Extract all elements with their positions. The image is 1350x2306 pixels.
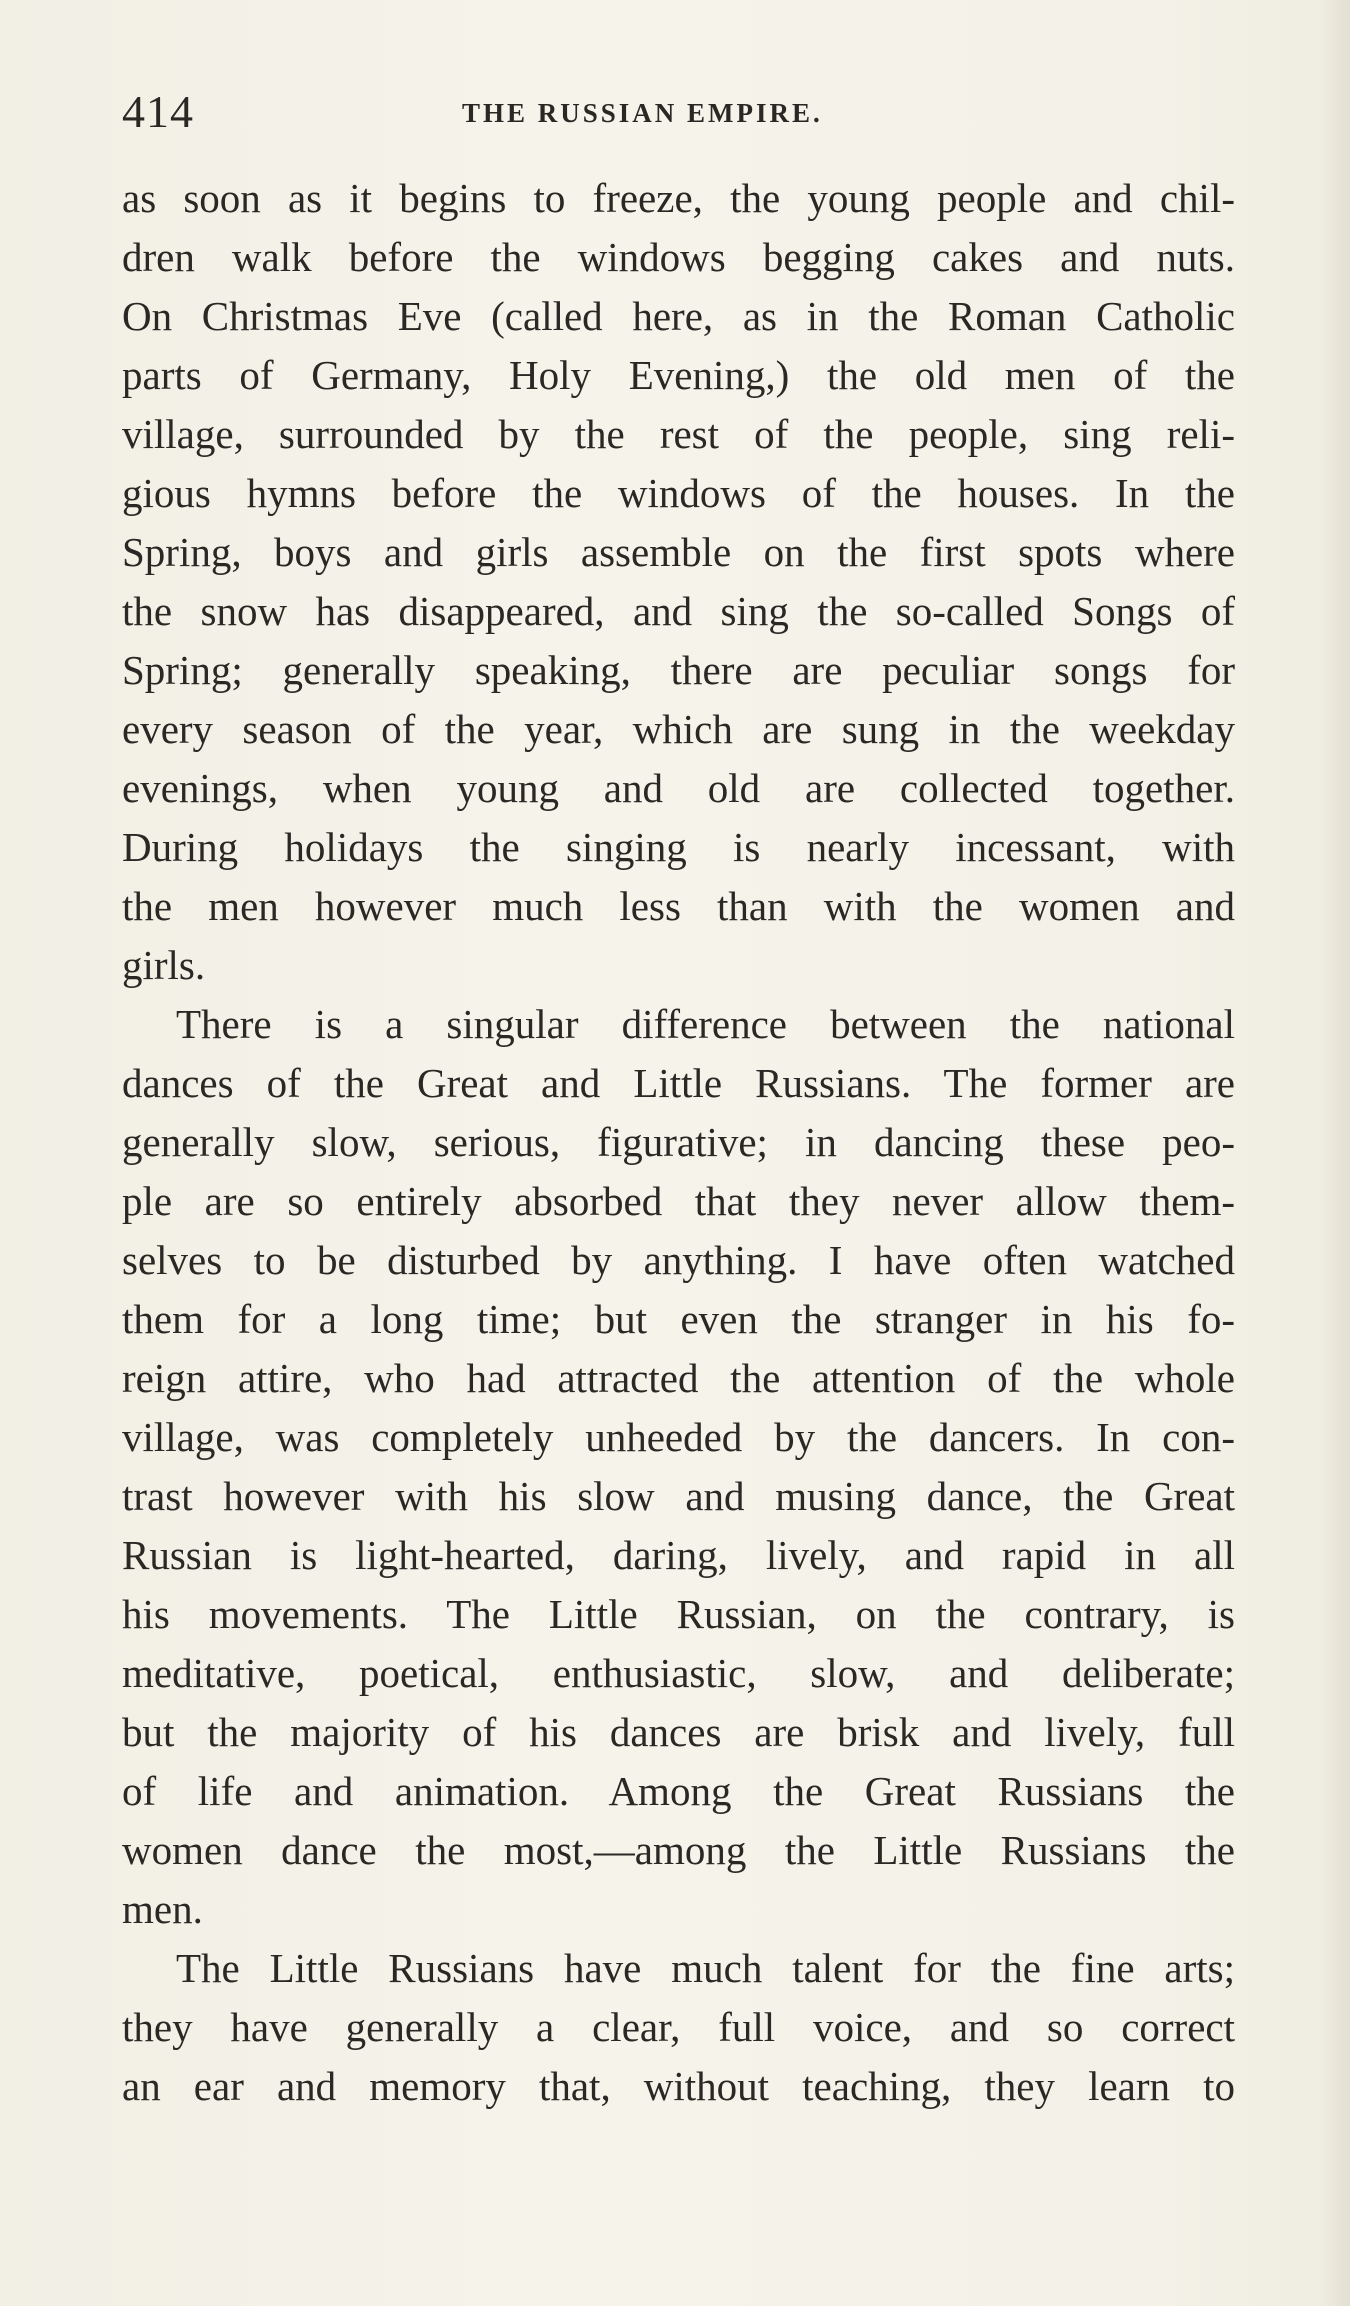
text-line: his movements. The Little Russian, on the contrary, is [122,1591,1235,1637]
page-header [122,82,1232,142]
text-line: an ear and memory that, without teaching, they learn to [122,2063,1235,2109]
text-line: gious hymns before the windows of the houses. In the [122,470,1235,516]
text-line: them for a long time; but even the stranger in his fo- [122,1296,1235,1342]
body-text [122,169,1235,2116]
text-line: reign attire, who had attracted the attention of the whole [122,1355,1235,1401]
text-line: women dance the most,—among the Little Russians the [122,1827,1235,1873]
text-line: they have generally a clear, full voice, and so correct [122,2004,1235,2050]
text-line: During holidays the singing is nearly incessant, with [122,824,1235,870]
text-line: ple are so entirely absorbed that they never allow them- [122,1178,1235,1224]
text-line: Spring, boys and girls assemble on the first spots where [122,529,1235,575]
text-line: selves to be disturbed by anything. I have often watched [122,1237,1235,1283]
running-head: THE RUSSIAN EMPIRE. [462,98,823,128]
text-line: The Little Russians have much talent for the fine arts; [176,1945,1235,1991]
text-line: dren walk before the windows begging cakes and nuts. [122,234,1235,280]
text-line: On Christmas Eve (called here, as in the Roman Catholic [122,293,1235,339]
text-line: trast however with his slow and musing dance, the Great [122,1473,1235,1519]
text-line: village, surrounded by the rest of the people, sing reli- [122,411,1235,457]
text-line: generally slow, serious, figurative; in dancing these peo- [122,1119,1235,1165]
text-line: village, was completely unheeded by the dancers. In con- [122,1414,1235,1460]
text-line: as soon as it begins to freeze, the young people and chil- [122,175,1235,221]
text-line: meditative, poetical, enthusiastic, slow, and deliberate; [122,1650,1235,1696]
text-line: men. [122,1886,203,1932]
text-line: Russian is light-hearted, daring, lively, and rapid in all [122,1532,1235,1578]
text-line: of life and animation. Among the Great Russians the [122,1768,1235,1814]
text-line: Spring; generally speaking, there are peculiar songs for [122,647,1235,693]
text-line: parts of Germany, Holy Evening,) the old men of the [122,352,1235,398]
page-number: 414 [122,86,194,137]
page-edge-shadow [1320,0,1350,2306]
text-line: There is a singular difference between the national [176,1001,1235,1047]
text-line: the men however much less than with the women and [122,883,1235,929]
text-line: the snow has disappeared, and sing the so-called Songs of [122,588,1235,634]
text-line: but the majority of his dances are brisk and lively, full [122,1709,1235,1755]
text-line: every season of the year, which are sung in the weekday [122,706,1235,752]
text-line: girls. [122,942,206,988]
text-line: evenings, when young and old are collected together. [122,765,1235,811]
text-line: dances of the Great and Little Russians. The former are [122,1060,1235,1106]
